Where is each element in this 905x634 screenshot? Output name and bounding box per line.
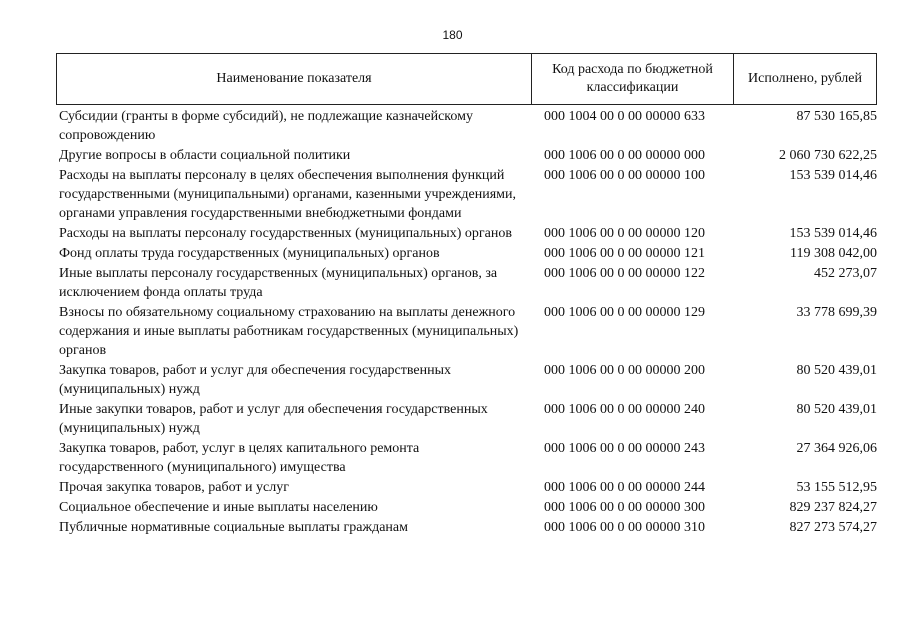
row-name: Субсидии (гранты в форме субсидий), не подлежащие казначейскому сопровождению xyxy=(59,109,473,143)
table-row xyxy=(59,361,877,399)
row-name: Расходы на выплаты персоналу в целях обеспечения выполнения функций государственными (муниципальными) органами, казенными учреждениями, органами управления государственными внебюджетными фондами xyxy=(59,168,516,221)
row-code: 000 1006 00 0 00 00000 121 xyxy=(544,246,705,261)
row-amount: 80 520 439,01 xyxy=(796,402,877,417)
table-row xyxy=(59,166,877,223)
header-name: Наименование показателя xyxy=(216,71,372,86)
row-name: Закупка товаров, работ, услуг в целях капитального ремонта государственного (муниципального) имущества xyxy=(59,441,420,475)
row-name: Прочая закупка товаров, работ и услуг xyxy=(59,480,289,495)
row-amount: 53 155 512,95 xyxy=(796,480,877,495)
table-row xyxy=(59,224,877,243)
row-name: Другие вопросы в области социальной политики xyxy=(59,148,351,163)
row-name: Расходы на выплаты персоналу государственных (муниципальных) органов xyxy=(59,226,512,241)
row-name: Фонд оплаты труда государственных (муниципальных) органов xyxy=(59,246,440,261)
row-code: 000 1006 00 0 00 00000 122 xyxy=(544,266,705,281)
row-amount: 827 273 574,27 xyxy=(789,520,877,535)
table-row xyxy=(59,478,877,497)
table-row xyxy=(59,303,877,360)
row-amount: 829 237 824,27 xyxy=(789,500,877,515)
table-row xyxy=(59,439,877,477)
header-code: Код расхода по бюджетной классификации xyxy=(531,54,734,104)
page-number: 180 xyxy=(442,28,463,42)
row-code: 000 1006 00 0 00 00000 240 xyxy=(544,402,705,417)
row-amount: 33 778 699,39 xyxy=(796,305,877,320)
row-amount: 2 060 730 622,25 xyxy=(779,148,877,163)
row-name: Закупка товаров, работ и услуг для обеспечения государственных (муниципальных) нужд xyxy=(59,363,452,397)
row-code: 000 1006 00 0 00 00000 244 xyxy=(544,480,705,495)
row-code: 000 1006 00 0 00 00000 129 xyxy=(544,305,705,320)
row-code: 000 1006 00 0 00 00000 200 xyxy=(544,363,705,378)
row-name: Взносы по обязательному социальному страхованию на выплаты денежного содержания и иные выплаты работникам государственных (муниципальных) органов xyxy=(59,305,519,358)
row-name: Иные закупки товаров, работ и услуг для обеспечения государственных (муниципальных) нужд xyxy=(59,402,488,436)
row-amount: 452 273,07 xyxy=(814,266,877,281)
row-amount: 153 539 014,46 xyxy=(789,226,877,241)
table-row xyxy=(59,264,877,302)
row-code: 000 1006 00 0 00 00000 000 xyxy=(544,148,705,163)
row-code: 000 1006 00 0 00 00000 100 xyxy=(544,168,705,183)
row-code: 000 1006 00 0 00 00000 243 xyxy=(544,441,705,456)
row-amount: 80 520 439,01 xyxy=(796,363,877,378)
table-row xyxy=(59,146,877,165)
row-name: Социальное обеспечение и иные выплаты населению xyxy=(59,500,378,515)
table-row xyxy=(59,244,877,263)
row-amount: 153 539 014,46 xyxy=(789,168,877,183)
row-code: 000 1006 00 0 00 00000 310 xyxy=(544,520,705,535)
row-code: 000 1006 00 0 00 00000 120 xyxy=(544,226,705,241)
row-code: 000 1006 00 0 00 00000 300 xyxy=(544,500,705,515)
row-code: 000 1004 00 0 00 00000 633 xyxy=(544,109,705,124)
table-header xyxy=(56,53,877,105)
table-row xyxy=(59,518,877,537)
row-name: Иные выплаты персоналу государственных (муниципальных) органов, за исключением фонда оплаты труда xyxy=(59,266,498,300)
row-name: Публичные нормативные социальные выплаты гражданам xyxy=(59,520,408,535)
table-row xyxy=(59,400,877,438)
row-amount: 27 364 926,06 xyxy=(796,441,877,456)
table-body xyxy=(59,107,877,538)
row-amount: 119 308 042,00 xyxy=(790,246,877,261)
header-amount: Исполнено, рублей xyxy=(748,71,862,86)
row-amount: 87 530 165,85 xyxy=(796,109,877,124)
table-row xyxy=(59,498,877,517)
table-row xyxy=(59,107,877,145)
